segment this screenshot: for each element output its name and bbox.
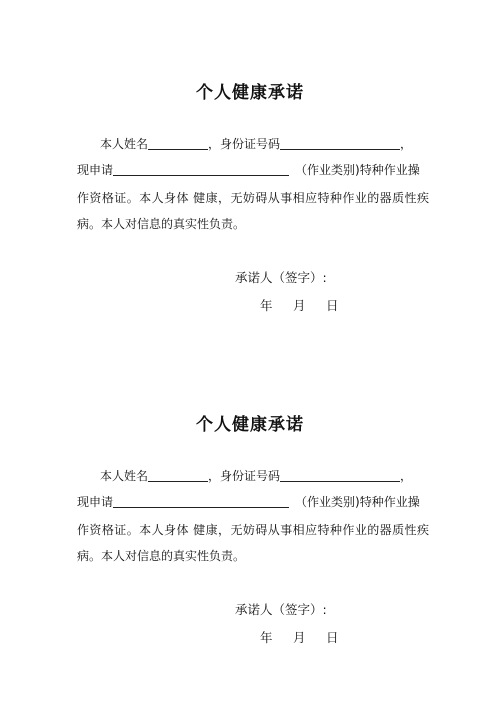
date-day: 日 [326, 630, 339, 645]
apply-label: 现申请 [77, 495, 114, 509]
date-month: 月 [293, 630, 306, 645]
date-day: 日 [326, 298, 339, 313]
signer-label: 承诺人（签字）: [235, 270, 327, 285]
body-line-3: 作资格证。本人身体 健康，无妨碍从事相应特种作业的器质性疾 [77, 523, 429, 537]
name-label: 本人姓名 [100, 469, 149, 483]
date-year: 年 [260, 298, 273, 313]
name-blank[interactable] [148, 137, 208, 150]
id-number-blank[interactable] [280, 137, 400, 150]
category-text: （作业类别)特种作业操 [295, 163, 420, 177]
date-year: 年 [260, 630, 273, 645]
apply-line [77, 163, 429, 177]
health-commitment-form-2 [0, 410, 500, 710]
name-id-line [100, 137, 430, 151]
signer-label: 承诺人（签字）: [235, 602, 327, 617]
name-blank[interactable] [148, 469, 208, 482]
job-category-blank[interactable] [113, 163, 289, 176]
apply-label: 现申请 [77, 163, 114, 177]
trailing-comma: ， [400, 469, 413, 483]
name-label: 本人姓名 [100, 137, 149, 151]
category-text: （作业类别)特种作业操 [295, 495, 420, 509]
date-month: 月 [293, 298, 306, 313]
trailing-comma: ， [400, 137, 413, 151]
apply-line [77, 495, 429, 509]
body-line-4: 病。本人对信息的真实性负责。 [77, 549, 246, 563]
body-line-4: 病。本人对信息的真实性负责。 [77, 217, 246, 231]
id-label: ，身份证号码 [208, 137, 281, 151]
form-title: 个人健康承诺 [196, 83, 304, 103]
job-category-blank[interactable] [113, 495, 289, 508]
health-commitment-form-1 [0, 78, 500, 378]
form-title: 个人健康承诺 [196, 415, 304, 435]
name-id-line [100, 469, 430, 483]
id-label: ，身份证号码 [208, 469, 281, 483]
body-line-3: 作资格证。本人身体 健康，无妨碍从事相应特种作业的器质性疾 [77, 191, 429, 205]
id-number-blank[interactable] [280, 469, 400, 482]
